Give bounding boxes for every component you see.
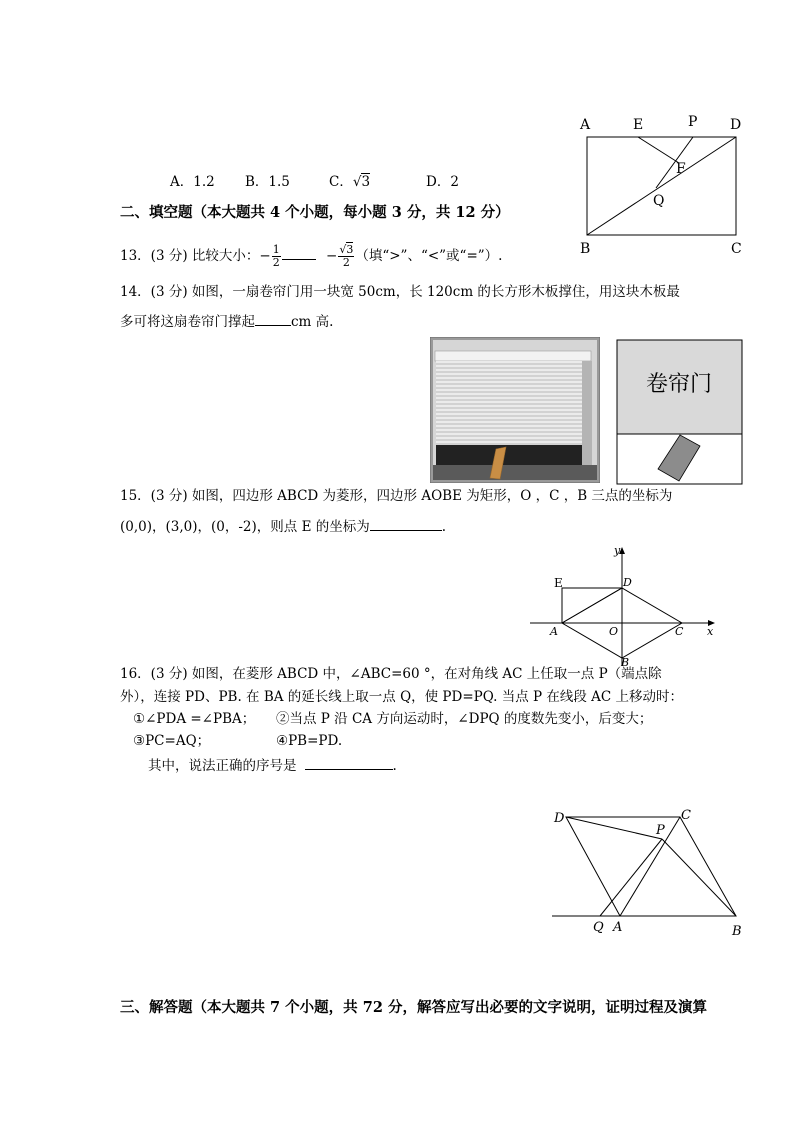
- label-f: F: [676, 161, 686, 177]
- option-b: B．1.5: [245, 174, 290, 190]
- q15-coordinate-figure: [526, 540, 726, 670]
- question-16-item4: ④PB=PD.: [276, 733, 343, 749]
- option-a: A．1.2: [170, 174, 215, 190]
- label-e: E: [633, 117, 644, 133]
- question-16-item1: ①∠PDA =∠PBA；: [133, 711, 256, 727]
- label-d: D: [623, 576, 632, 589]
- label-b: B: [580, 241, 591, 257]
- fraction-1: $\frac{1}{2}$: [272, 243, 280, 269]
- option-d: D．2: [426, 174, 459, 190]
- label-p: P: [656, 823, 665, 838]
- answer-blank-16[interactable]: [305, 755, 393, 770]
- label-a: A: [580, 117, 591, 133]
- question-16-answer: 其中，说法正确的序号是 .: [148, 755, 397, 775]
- label-d: D: [554, 811, 565, 826]
- option-c: C．√3: [329, 174, 371, 190]
- section-2-title: 二、填空题（本大题共 4 个小题，每小题 3 分，共 12 分）: [120, 204, 510, 221]
- line-pq: [656, 137, 693, 188]
- question-13: 13．(3 分) 比较大小：− $\frac{1}{2}$ − $\frac{√3}{2}$ （填“>”、“<”或“=”）.: [120, 243, 503, 269]
- label-c: C: [675, 625, 684, 638]
- label-q: Q: [653, 193, 665, 209]
- sqrt-sign: √: [352, 174, 362, 190]
- shutter-slats: [436, 364, 582, 444]
- answer-blank-14[interactable]: [255, 311, 291, 326]
- label-y: y: [614, 544, 621, 557]
- answer-blank-15[interactable]: [370, 516, 442, 531]
- label-c: C: [731, 241, 742, 257]
- label-b: B: [621, 656, 630, 669]
- q16-rhombus-figure: [548, 800, 748, 940]
- label-b: B: [732, 924, 742, 939]
- label-x: x: [707, 625, 714, 638]
- label-o: O: [609, 625, 619, 638]
- fraction-2: $\frac{√3}{2}$: [339, 243, 354, 269]
- q12-rectangle-figure: [576, 110, 756, 260]
- label-e: E: [554, 576, 563, 590]
- line-ef: [638, 137, 679, 163]
- question-14-line1: 14．(3 分) 如图，一扇卷帘门用一块宽 50cm，长 120cm 的长方形木板撑住，用这块木板最: [120, 284, 680, 300]
- question-15-line2: (0,0)，(3,0)，(0，-2)，则点 E 的坐标为 .: [120, 516, 446, 536]
- question-16-item3: ③PC=AQ；: [133, 733, 211, 749]
- label-d: D: [730, 117, 742, 133]
- section-3-title: 三、解答题（本大题共 7 个小题，共 72 分，解答应写出必要的文字说明，证明过程及演算: [120, 999, 707, 1016]
- question-16-line2: 外），连接 PD、PB. 在 BA 的延长线上取一点 Q，使 PD=PQ. 当点 P 在线段 AC 上移动时：: [120, 689, 684, 705]
- label-a: A: [550, 625, 558, 638]
- roller-shutter-photo: [430, 337, 600, 483]
- rhombus-abcd: [566, 817, 736, 916]
- roller-shutter-diagram: [616, 339, 744, 487]
- label-p: P: [688, 114, 698, 130]
- question-16-line1: 16．(3 分) 如图，在菱形 ABCD 中，∠ABC=60 °，在对角线 AC 上任取一点 P（端点除: [120, 666, 662, 682]
- answer-blank-13[interactable]: [282, 245, 316, 260]
- label-a: A: [613, 920, 623, 935]
- question-15-line1: 15．(3 分) 如图，四边形 ABCD 为菱形，四边形 AOBE 为矩形，O ，C ，B 三点的坐标为: [120, 488, 673, 504]
- label-c: C: [681, 808, 691, 823]
- question-16-item2: ②当点 P 沿 CA 方向运动时，∠DPQ 的度数先变小，后变大；: [276, 711, 653, 727]
- segment-pd: [566, 817, 662, 839]
- shutter-door-label: 卷帘门: [645, 372, 713, 397]
- question-14-line2: 多可将这扇卷帘门撑起 cm 高.: [120, 311, 333, 331]
- label-q: Q: [593, 920, 604, 935]
- segment-pq: [600, 839, 662, 916]
